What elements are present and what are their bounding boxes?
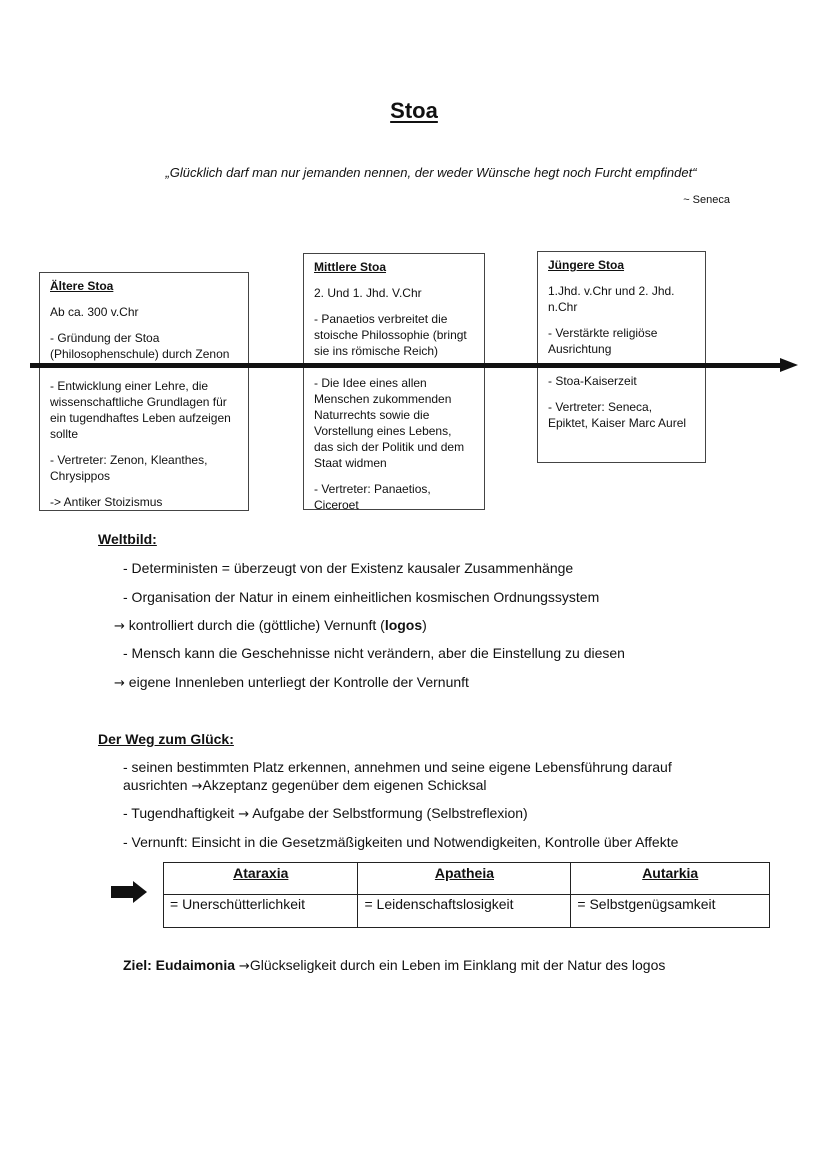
weg-line: ausrichten →Akzeptanz gegenüber dem eigenen Schicksal bbox=[123, 777, 487, 794]
timeline-arrowhead-icon bbox=[780, 358, 798, 372]
era-title: Jüngere Stoa bbox=[548, 258, 625, 272]
table-header-ataraxia: Ataraxia bbox=[164, 863, 358, 895]
table-header-apatheia: Apatheia bbox=[358, 863, 571, 895]
era-point: - Vertreter: Seneca, Epiktet, Kaiser Marc Aurel bbox=[548, 400, 687, 430]
weltbild-line: - Organisation der Natur in einem einheitlichen kosmischen Ordnungssystem bbox=[123, 589, 600, 605]
goal-line bbox=[123, 957, 665, 974]
weg-heading: Der Weg zum Glück: bbox=[98, 731, 234, 747]
weltbild-line: → eigene Innenleben unterliegt der Kontrolle der Vernunft bbox=[114, 674, 469, 691]
weltbild-line: - Deterministen = überzeugt von der Existenz kausaler Zusammenhänge bbox=[123, 560, 574, 576]
era-point: - Vertreter: Panaetios, Ciceroet bbox=[314, 482, 431, 512]
era-period: 1.Jhd. v.Chr und 2. Jhd. n.Chr bbox=[548, 284, 675, 314]
era-point: - Panaetios verbreitet die stoische Philossophie (bringt sie ins römische Reich) bbox=[314, 312, 467, 358]
era-box-juengere-stoa bbox=[537, 251, 706, 463]
right-arrow-icon: → bbox=[238, 807, 250, 822]
era-point: - Verstärkte religiöse Ausrichtung bbox=[548, 326, 658, 356]
era-point: - Die Idee eines allen Menschen zukommenden Naturrechts sowie die Vorstellung eines Lebens, das sich der Politik und dem Staat widmen bbox=[314, 376, 465, 470]
weg-line: - Tugendhaftigkeit → Aufgabe der Selbstformung (Selbstreflexion) bbox=[123, 805, 528, 822]
logos-bold: logos bbox=[384, 617, 423, 633]
goal-label: Ziel: Eudaimonia bbox=[123, 957, 236, 973]
bold-arrow-icon bbox=[111, 886, 133, 898]
weg-line: - Vernunft: Einsicht in die Gesetzmäßigkeiten und Notwendigkeiten, Kontrolle über Affekte bbox=[123, 834, 679, 850]
table-header-row bbox=[164, 863, 770, 895]
era-point: - Vertreter: Zenon, Kleanthes, Chrysippos bbox=[50, 453, 208, 483]
quote-author: ~ Seneca bbox=[683, 194, 730, 206]
page-title: Stoa bbox=[390, 98, 438, 123]
era-period: 2. Und 1. Jhd. V.Chr bbox=[314, 286, 422, 300]
weltbild-line: → kontrolliert durch die (göttliche) Vernunft (logos) bbox=[114, 617, 427, 634]
right-arrow-icon: → bbox=[114, 676, 125, 691]
era-title: Mittlere Stoa bbox=[314, 260, 387, 274]
quote-text: „Glücklich darf man nur jemanden nennen, der weder Wünsche hegt noch Furcht empfindet“ bbox=[165, 165, 697, 180]
table-row bbox=[164, 895, 770, 928]
virtues-table bbox=[163, 862, 770, 928]
era-point: -> Antiker Stoizismus bbox=[50, 495, 163, 509]
right-arrow-icon: → bbox=[238, 959, 250, 974]
table-cell: = Unerschütterlichkeit bbox=[164, 895, 358, 928]
era-point: - Gründung der Stoa (Philosophenschule) durch Zenon bbox=[50, 331, 230, 361]
era-box-mittlere-stoa bbox=[303, 253, 485, 510]
right-arrow-icon: → bbox=[191, 779, 203, 794]
era-period: Ab ca. 300 v.Chr bbox=[50, 305, 139, 319]
table-cell: = Selbstgenügsamkeit bbox=[571, 895, 770, 928]
table-header-autarkia: Autarkia bbox=[571, 863, 770, 895]
goal-text: Glückseligkeit durch ein Leben im Einklang mit der Natur des logos bbox=[249, 957, 666, 973]
timeline-axis bbox=[30, 363, 782, 368]
right-arrow-icon: → bbox=[114, 619, 125, 634]
table-cell: = Leidenschaftslosigkeit bbox=[358, 895, 571, 928]
weltbild-line: - Mensch kann die Geschehnisse nicht verändern, aber die Einstellung zu diesen bbox=[123, 645, 625, 661]
era-box-aeltere-stoa bbox=[39, 272, 249, 511]
weg-line: - seinen bestimmten Platz erkennen, annehmen und seine eigene Lebensführung darauf bbox=[123, 759, 672, 775]
era-title: Ältere Stoa bbox=[50, 279, 114, 293]
era-point: - Stoa-Kaiserzeit bbox=[548, 374, 637, 388]
era-point: - Entwicklung einer Lehre, die wissenschaftliche Grundlagen für ein tugendhaftes Leben aufzeigen sollte bbox=[50, 379, 231, 441]
bold-arrow-head-icon bbox=[133, 881, 147, 903]
weltbild-heading: Weltbild: bbox=[98, 531, 157, 547]
